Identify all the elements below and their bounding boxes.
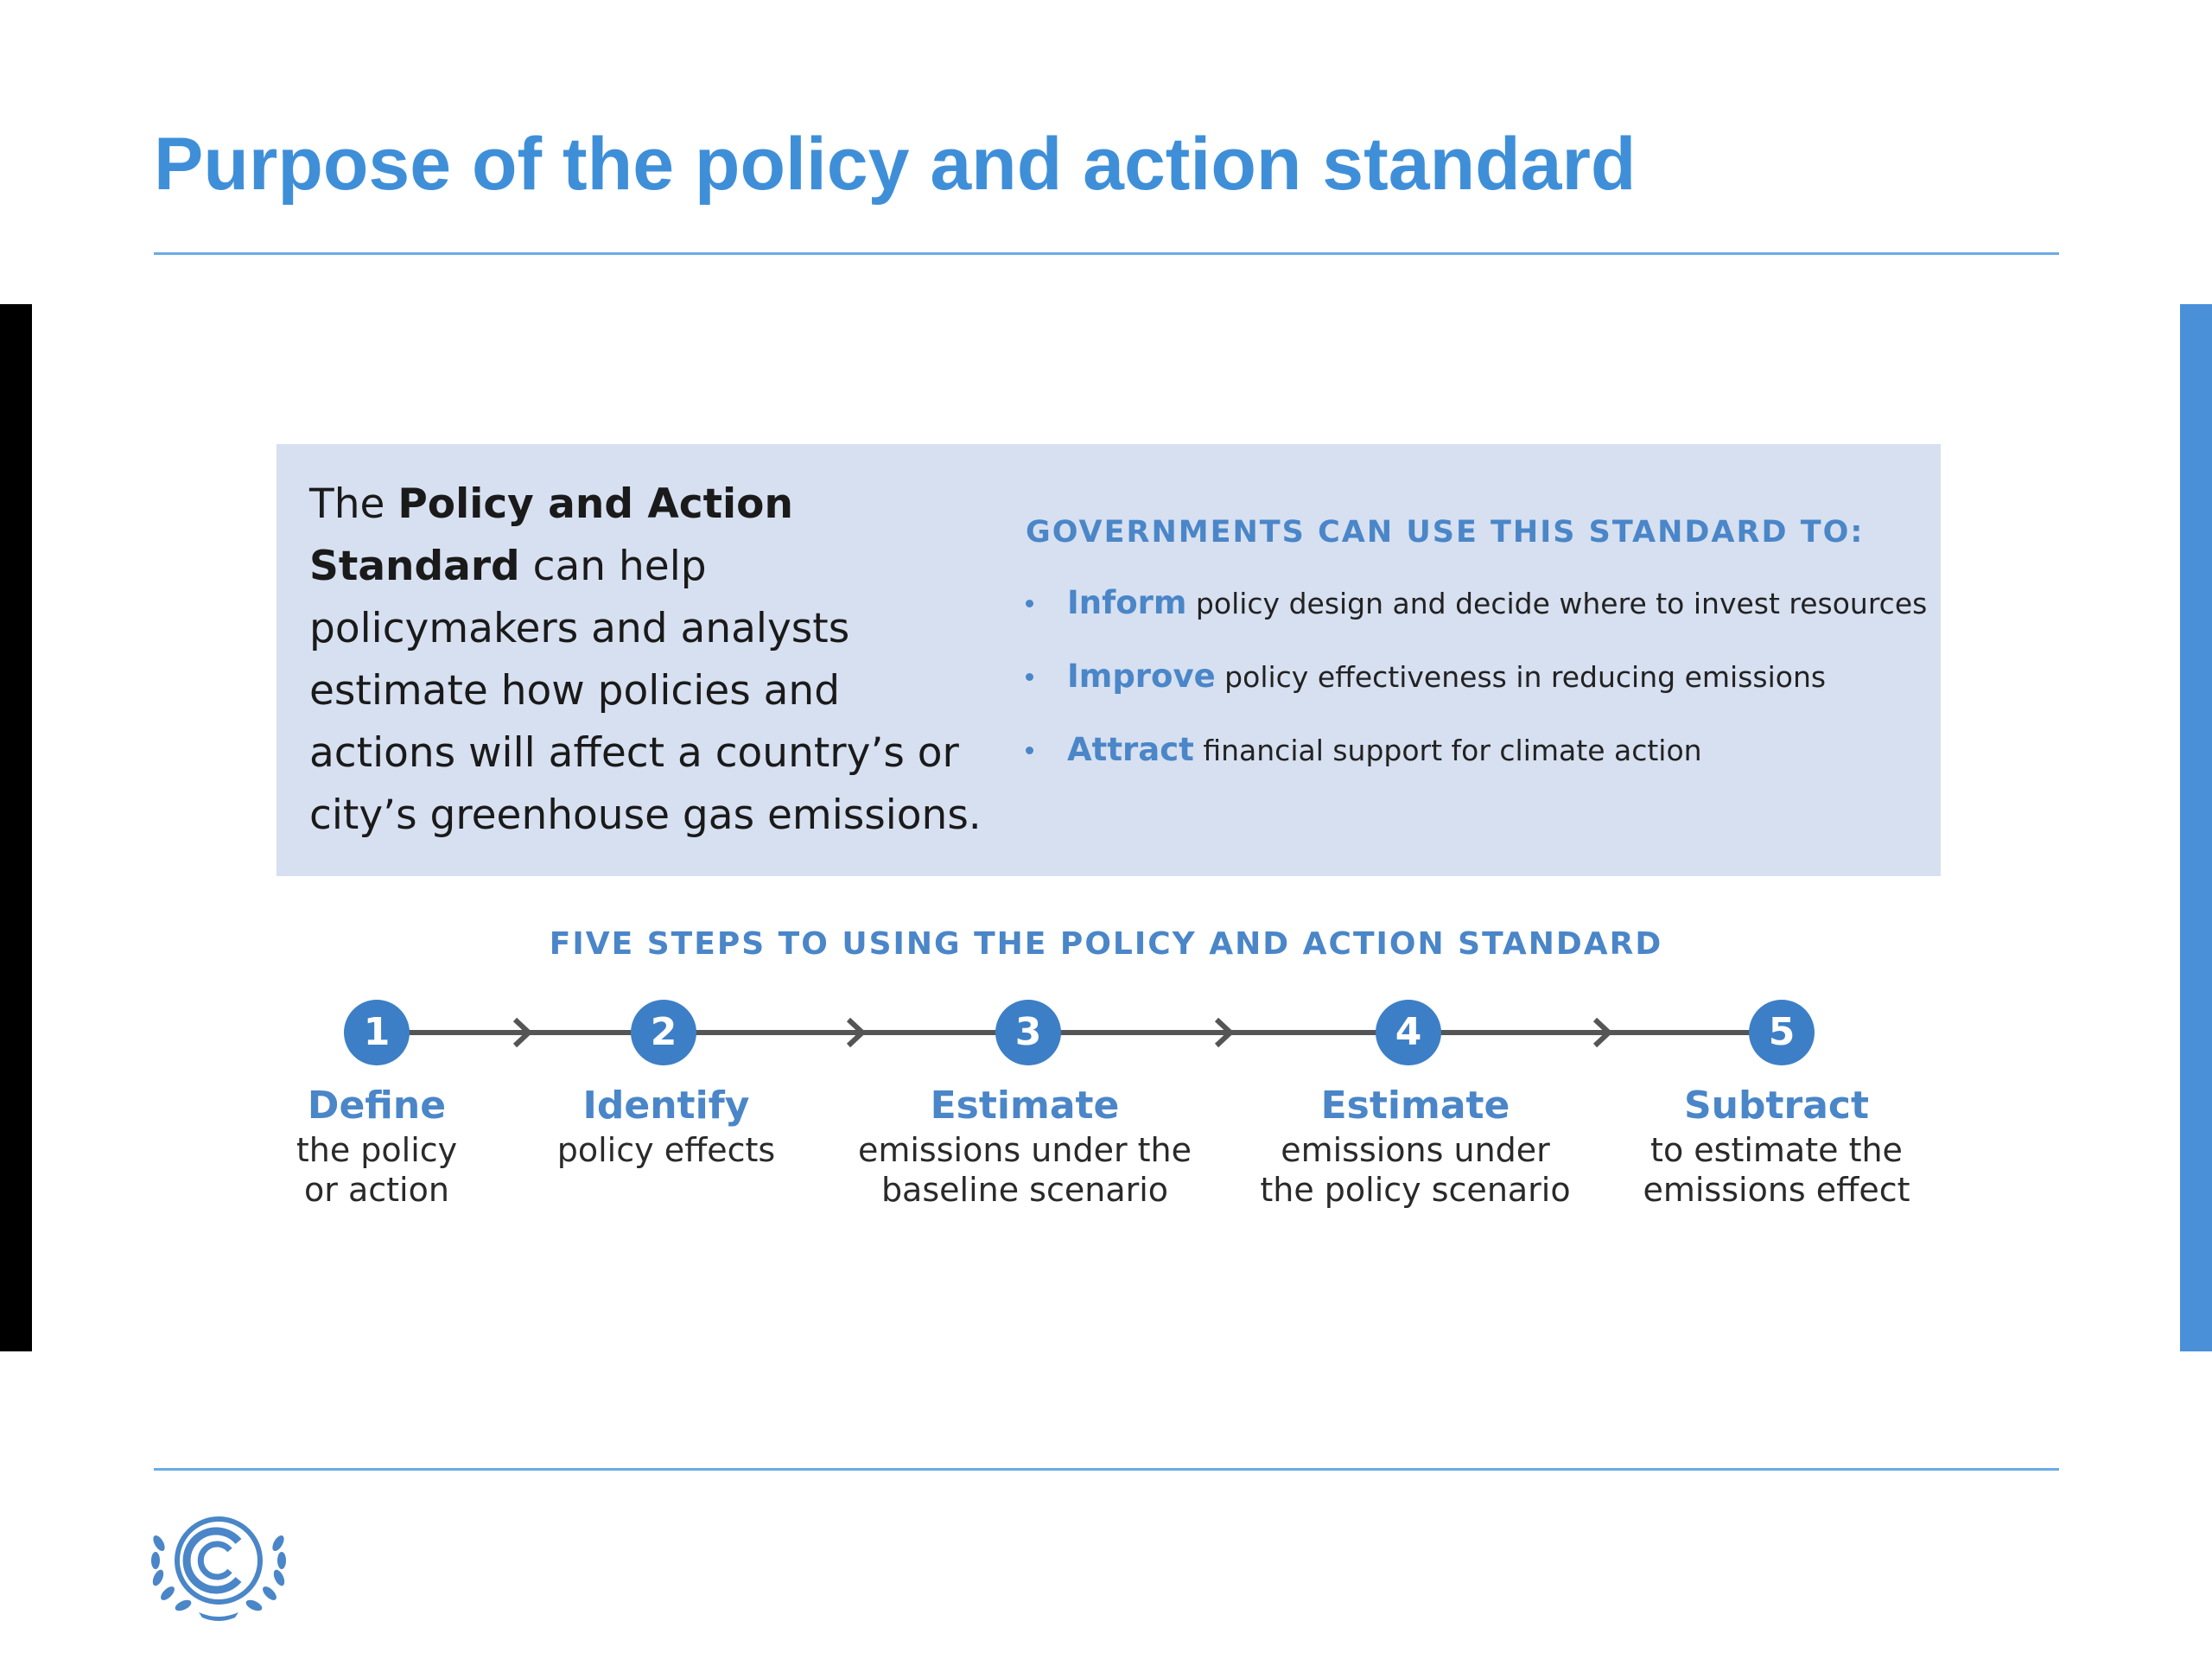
bullet-icon bbox=[1026, 673, 1033, 681]
intro-text bbox=[309, 474, 983, 847]
steps-timeline bbox=[0, 985, 2212, 1097]
footer-divider bbox=[154, 1468, 2059, 1471]
step-number-badge: 3 bbox=[995, 1000, 1061, 1065]
step-4 bbox=[1225, 1082, 1605, 1210]
governments-heading: GOVERNMENTS CAN USE THIS STANDARD TO: bbox=[1026, 515, 1865, 550]
slide-title: Purpose of the policy and action standard bbox=[154, 123, 1637, 206]
list-item-text: financial support for climate action bbox=[1193, 734, 1702, 767]
list-item-keyword: Inform bbox=[1067, 584, 1187, 621]
step-number-badge: 2 bbox=[631, 1000, 696, 1065]
list-item bbox=[1026, 658, 1927, 731]
left-edge-bar bbox=[0, 304, 32, 1351]
intro-prefix: The bbox=[309, 480, 398, 528]
list-item-keyword: Improve bbox=[1067, 658, 1216, 695]
step-description: emissions under the policy scenario bbox=[1260, 1131, 1571, 1209]
list-item-text: policy effectiveness in reducing emissions bbox=[1215, 660, 1827, 694]
list-item bbox=[1026, 584, 1927, 658]
step-description: emissions under the baseline scenario bbox=[857, 1131, 1192, 1209]
info-box bbox=[276, 444, 1941, 876]
unfccc-logo-icon bbox=[145, 1507, 292, 1623]
step-2 bbox=[476, 1082, 856, 1170]
step-title: Estimate bbox=[1320, 1084, 1510, 1128]
step-title: Subtract bbox=[1683, 1084, 1870, 1128]
title-divider bbox=[154, 252, 2059, 255]
step-number-badge: 1 bbox=[344, 1000, 410, 1065]
list-item-keyword: Attract bbox=[1067, 731, 1194, 768]
step-5 bbox=[1586, 1082, 1967, 1210]
right-edge-bar bbox=[2180, 304, 2212, 1351]
steps-heading: FIVE STEPS TO USING THE POLICY AND ACTION STANDARD bbox=[549, 926, 1663, 962]
bullet-icon bbox=[1026, 600, 1033, 607]
bullet-icon bbox=[1026, 747, 1033, 754]
timeline-connector bbox=[0, 985, 2212, 1097]
step-description: to estimate the emissions effect bbox=[1643, 1131, 1910, 1209]
governments-list bbox=[1026, 584, 1927, 804]
step-number-badge: 4 bbox=[1376, 1000, 1441, 1065]
step-description: policy effects bbox=[556, 1131, 776, 1169]
intro-rest: can help policymakers and analysts estimate how policies and actions will affect a country’s or city’s greenhouse gas emissions. bbox=[309, 543, 982, 839]
intro-bold: Policy and Action Standard bbox=[309, 480, 793, 590]
list-item bbox=[1026, 731, 1927, 804]
step-number-badge: 5 bbox=[1749, 1000, 1815, 1065]
step-description: the policy or action bbox=[296, 1131, 458, 1209]
step-3 bbox=[835, 1082, 1215, 1210]
step-title: Define bbox=[307, 1084, 447, 1128]
list-item-text: policy design and decide where to invest resources bbox=[1186, 587, 1928, 620]
step-title: Identify bbox=[582, 1084, 750, 1128]
step-title: Estimate bbox=[930, 1084, 1120, 1128]
